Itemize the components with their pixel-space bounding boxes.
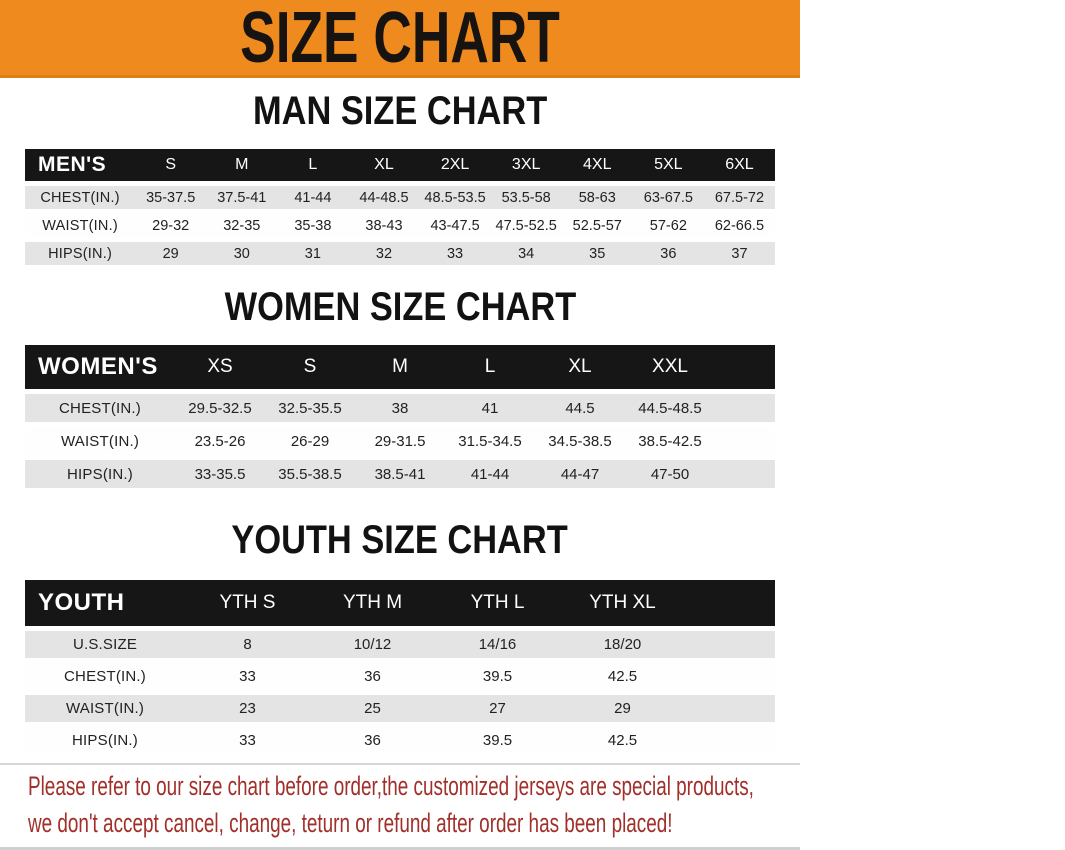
size-value-cell: 33 — [185, 663, 310, 690]
column-header: XXL — [625, 345, 715, 389]
table-row — [25, 695, 775, 722]
column-header: YTH XL — [560, 580, 685, 626]
column-header: S — [135, 149, 206, 181]
size-value-cell: 58-63 — [562, 186, 633, 209]
size-value-cell: 29.5-32.5 — [175, 394, 265, 422]
column-header: L — [277, 149, 348, 181]
women-section-title — [0, 284, 800, 336]
table-row — [25, 214, 775, 237]
filler-cell — [685, 631, 775, 658]
size-value-cell: 35.5-38.5 — [265, 460, 355, 488]
column-header: XL — [348, 149, 419, 181]
column-header: YTH S — [185, 580, 310, 626]
table-row — [25, 631, 775, 658]
size-value-cell: 41-44 — [277, 186, 348, 209]
size-value-cell: 31 — [277, 242, 348, 265]
filler-cell — [715, 394, 775, 422]
men-section-title-text: MAN SIZE CHART — [252, 89, 548, 133]
size-value-cell: 33 — [420, 242, 491, 265]
row-label: HIPS(IN.) — [25, 727, 185, 754]
size-value-cell: 18/20 — [560, 631, 685, 658]
size-value-cell: 34.5-38.5 — [535, 427, 625, 455]
size-value-cell: 41-44 — [445, 460, 535, 488]
size-value-cell: 43-47.5 — [420, 214, 491, 237]
youth-size-table — [25, 575, 775, 759]
size-value-cell: 27 — [435, 695, 560, 722]
size-value-cell: 47-50 — [625, 460, 715, 488]
column-header: 6XL — [704, 149, 775, 181]
row-label: HIPS(IN.) — [25, 460, 175, 488]
row-label: WAIST(IN.) — [25, 427, 175, 455]
size-value-cell: 39.5 — [435, 727, 560, 754]
men-header-label: MEN'S — [25, 149, 135, 181]
filler-cell — [685, 580, 775, 626]
women-size-table — [25, 340, 775, 493]
size-value-cell: 36 — [310, 663, 435, 690]
footer-line-2 — [28, 807, 772, 844]
women-section-title-text: WOMEN SIZE CHART — [224, 285, 576, 329]
size-value-cell: 44.5 — [535, 394, 625, 422]
size-value-cell: 33-35.5 — [175, 460, 265, 488]
size-value-cell: 29 — [560, 695, 685, 722]
size-value-cell: 34 — [491, 242, 562, 265]
men-section — [0, 88, 800, 270]
size-value-cell: 14/16 — [435, 631, 560, 658]
column-header: 2XL — [420, 149, 491, 181]
men-size-table — [25, 144, 775, 270]
table-row — [25, 427, 775, 455]
size-value-cell: 32.5-35.5 — [265, 394, 355, 422]
size-value-cell: 23.5-26 — [175, 427, 265, 455]
size-value-cell: 44.5-48.5 — [625, 394, 715, 422]
filler-cell — [685, 695, 775, 722]
footer-line-1-text: Please refer to our size chart before order,the customized jerseys are special products, — [28, 771, 754, 801]
table-row — [25, 394, 775, 422]
column-header: S — [265, 345, 355, 389]
youth-header-label: YOUTH — [25, 580, 185, 626]
row-label: U.S.SIZE — [25, 631, 185, 658]
size-value-cell: 52.5-57 — [562, 214, 633, 237]
size-value-cell: 35-38 — [277, 214, 348, 237]
size-value-cell: 37.5-41 — [206, 186, 277, 209]
column-header: L — [445, 345, 535, 389]
size-value-cell: 30 — [206, 242, 277, 265]
footer-disclaimer — [0, 763, 800, 844]
column-header: YTH M — [310, 580, 435, 626]
banner-title: SIZE CHART — [240, 0, 560, 78]
size-value-cell: 42.5 — [560, 663, 685, 690]
size-value-cell: 25 — [310, 695, 435, 722]
size-value-cell: 38-43 — [348, 214, 419, 237]
youth-header-row — [25, 580, 775, 626]
men-header-row — [25, 149, 775, 181]
size-value-cell: 38 — [355, 394, 445, 422]
size-value-cell: 44-48.5 — [348, 186, 419, 209]
row-label: HIPS(IN.) — [25, 242, 135, 265]
row-label: WAIST(IN.) — [25, 214, 135, 237]
column-header: XL — [535, 345, 625, 389]
size-value-cell: 37 — [704, 242, 775, 265]
size-value-cell: 38.5-42.5 — [625, 427, 715, 455]
size-value-cell: 8 — [185, 631, 310, 658]
row-label: CHEST(IN.) — [25, 394, 175, 422]
size-value-cell: 31.5-34.5 — [445, 427, 535, 455]
filler-cell — [715, 460, 775, 488]
size-value-cell: 47.5-52.5 — [491, 214, 562, 237]
table-row — [25, 460, 775, 488]
women-header-row — [25, 345, 775, 389]
size-chart-banner — [0, 0, 800, 78]
filler-cell — [685, 663, 775, 690]
size-value-cell: 29-32 — [135, 214, 206, 237]
size-value-cell: 23 — [185, 695, 310, 722]
table-row — [25, 663, 775, 690]
footer-line-2-text: we don't accept cancel, change, teturn or refund after order has been placed! — [28, 808, 673, 838]
size-value-cell: 35-37.5 — [135, 186, 206, 209]
size-value-cell: 42.5 — [560, 727, 685, 754]
size-value-cell: 32-35 — [206, 214, 277, 237]
size-value-cell: 33 — [185, 727, 310, 754]
column-header: YTH L — [435, 580, 560, 626]
size-value-cell: 67.5-72 — [704, 186, 775, 209]
column-header: M — [206, 149, 277, 181]
row-label: CHEST(IN.) — [25, 663, 185, 690]
size-value-cell: 41 — [445, 394, 535, 422]
women-section — [0, 284, 800, 493]
size-value-cell: 57-62 — [633, 214, 704, 237]
filler-cell — [685, 727, 775, 754]
column-header: 5XL — [633, 149, 704, 181]
size-value-cell: 32 — [348, 242, 419, 265]
table-row — [25, 727, 775, 754]
table-row — [25, 242, 775, 265]
men-section-title — [0, 88, 800, 140]
column-header: 3XL — [491, 149, 562, 181]
table-row — [25, 186, 775, 209]
size-value-cell: 44-47 — [535, 460, 625, 488]
size-value-cell: 10/12 — [310, 631, 435, 658]
youth-section-title — [0, 517, 800, 569]
row-label: WAIST(IN.) — [25, 695, 185, 722]
size-value-cell: 29-31.5 — [355, 427, 445, 455]
column-header: XS — [175, 345, 265, 389]
size-value-cell: 62-66.5 — [704, 214, 775, 237]
women-header-label: WOMEN'S — [25, 345, 175, 389]
size-value-cell: 29 — [135, 242, 206, 265]
youth-section — [0, 517, 800, 759]
youth-section-title-text: YOUTH SIZE CHART — [231, 518, 569, 562]
size-value-cell: 36 — [633, 242, 704, 265]
footer-line-1 — [28, 770, 772, 807]
charts-area — [0, 88, 800, 759]
filler-cell — [715, 427, 775, 455]
size-value-cell: 36 — [310, 727, 435, 754]
filler-cell — [715, 345, 775, 389]
column-header: M — [355, 345, 445, 389]
size-value-cell: 26-29 — [265, 427, 355, 455]
size-value-cell: 38.5-41 — [355, 460, 445, 488]
size-value-cell: 53.5-58 — [491, 186, 562, 209]
size-value-cell: 35 — [562, 242, 633, 265]
size-value-cell: 63-67.5 — [633, 186, 704, 209]
size-value-cell: 39.5 — [435, 663, 560, 690]
column-header: 4XL — [562, 149, 633, 181]
size-value-cell: 48.5-53.5 — [420, 186, 491, 209]
row-label: CHEST(IN.) — [25, 186, 135, 209]
